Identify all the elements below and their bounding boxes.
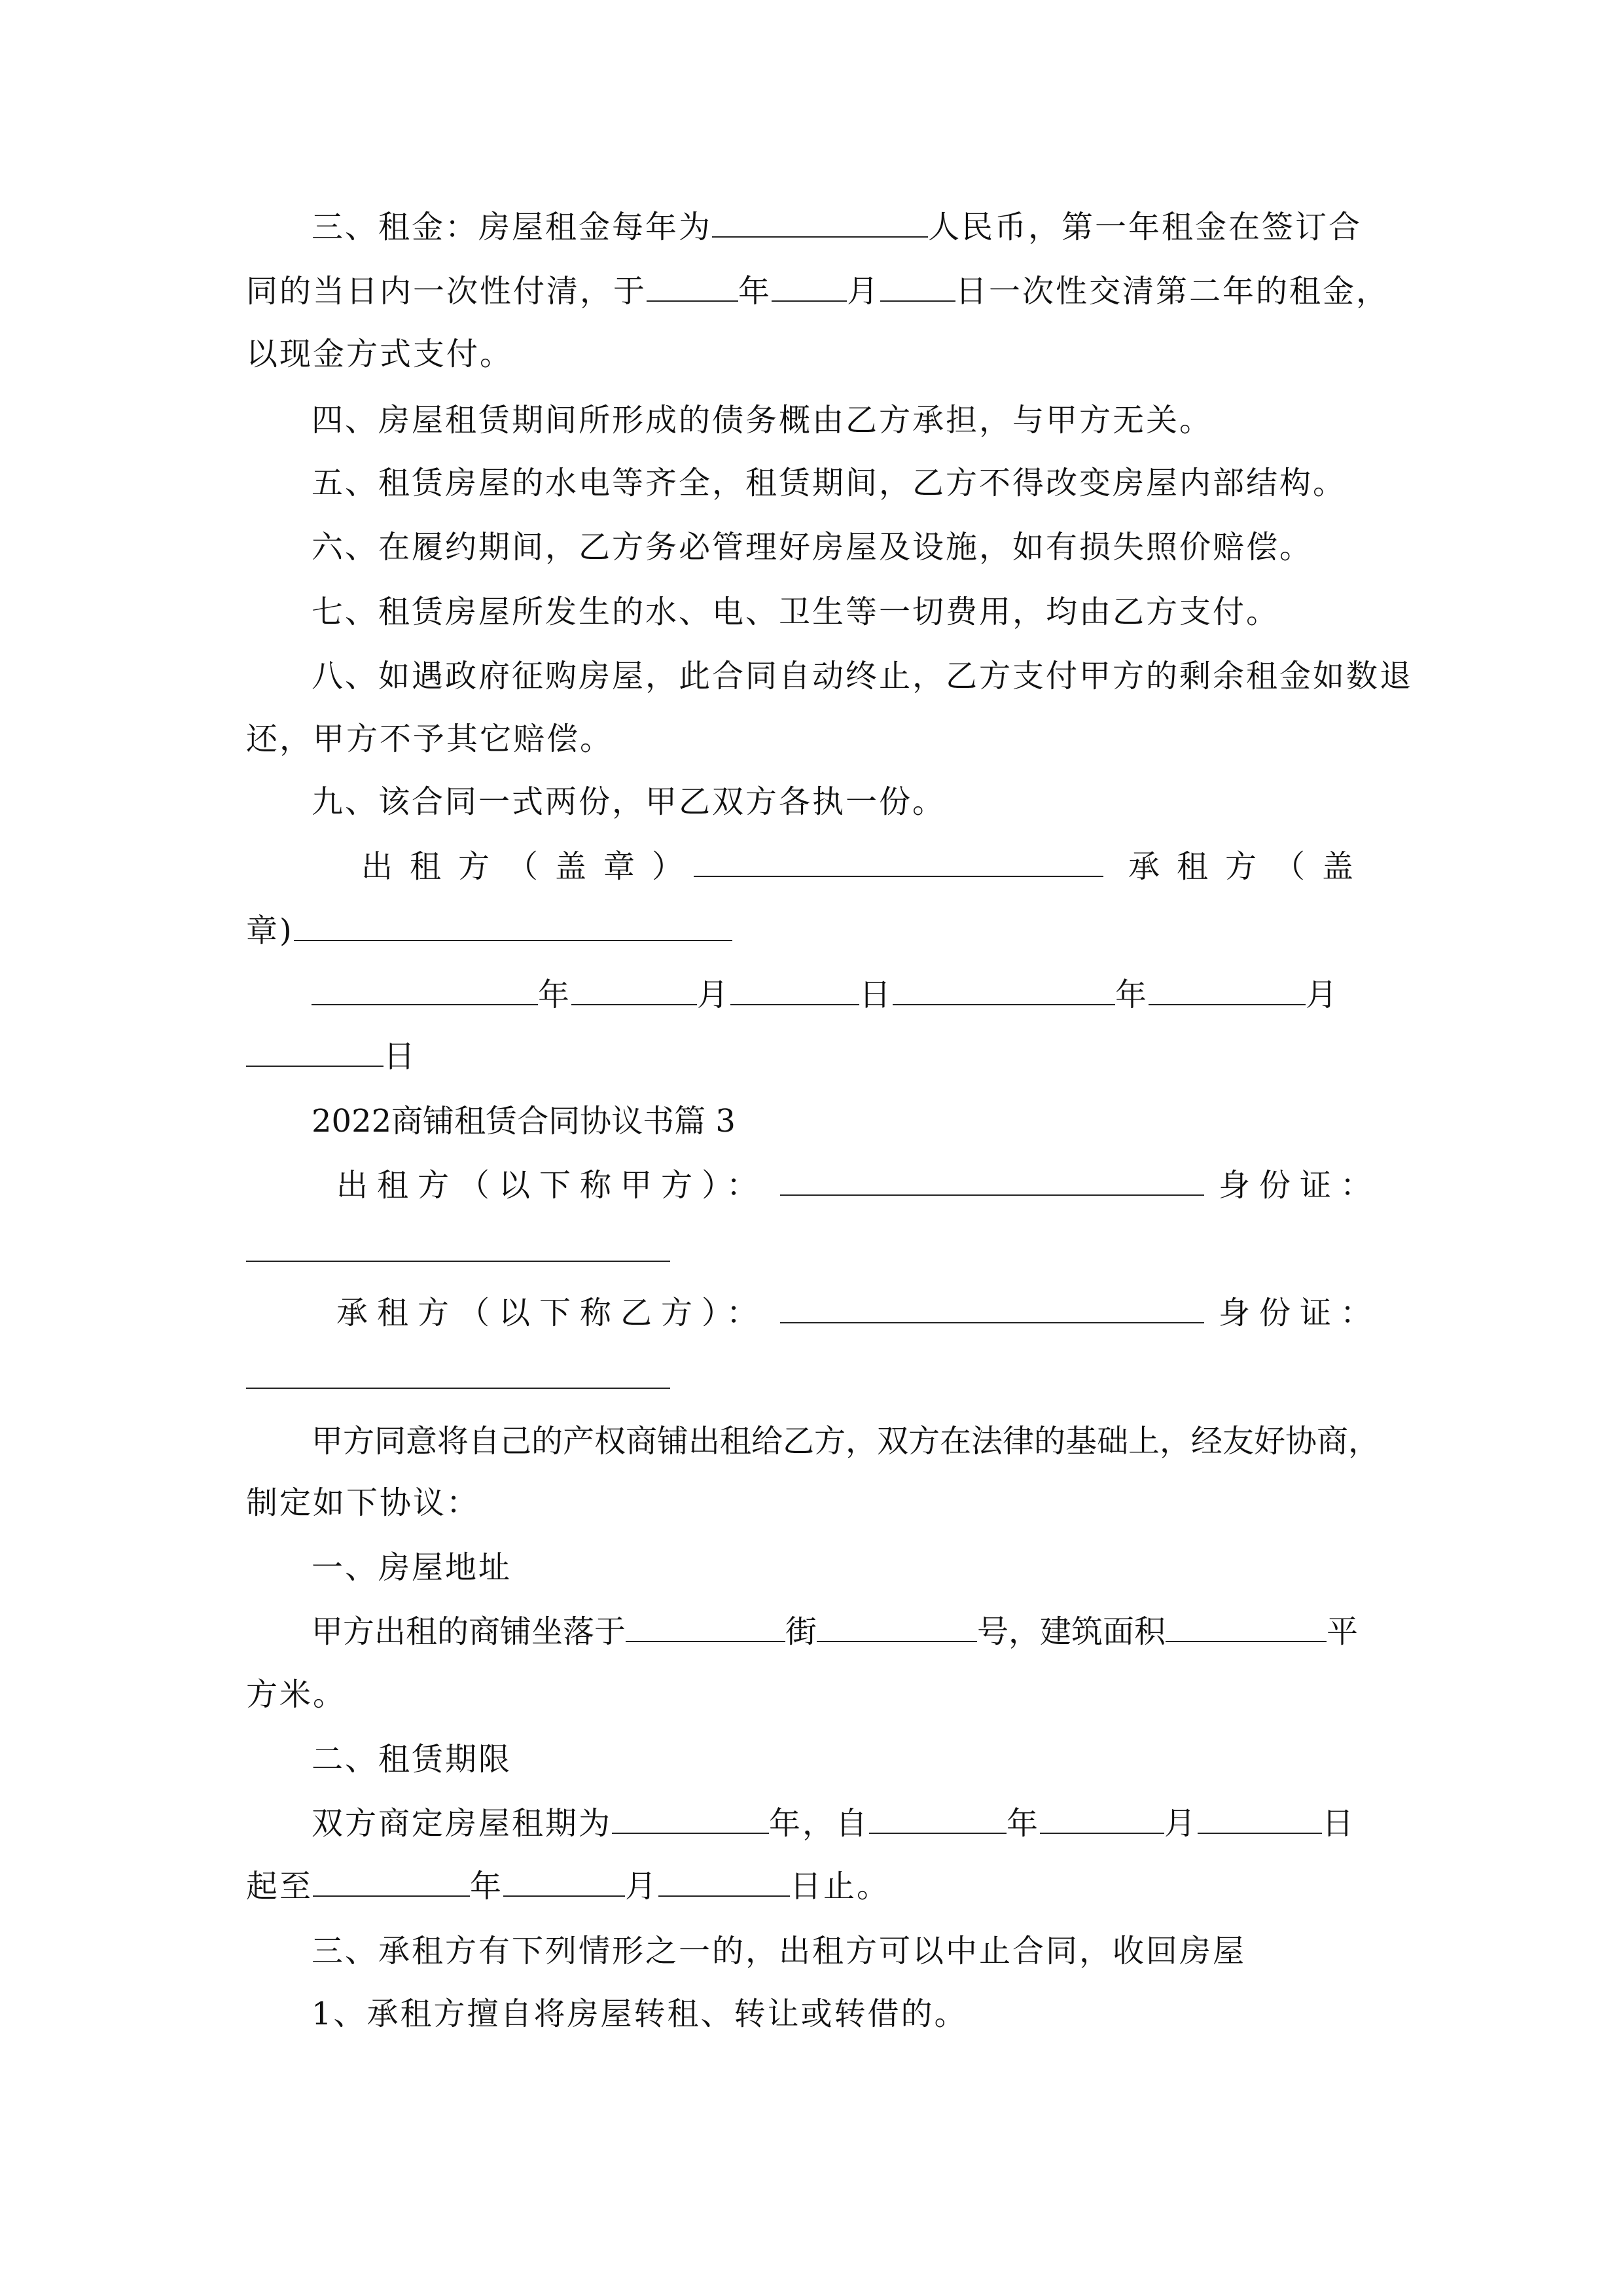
lessor-party-line [336,1166,1381,1205]
text: 月 [847,273,881,310]
text: 同的当日内一次性付清，于 [246,273,647,310]
clause-8-line1: 八、如遇政府征购房屋，此合同自动终止，乙方支付甲方的剩余租金如数退 [312,658,1414,694]
text: 章) [246,912,294,949]
text: 出租方（以下称甲方）： [336,1167,768,1204]
text: 月 [1306,977,1340,1013]
text: 双方商定房屋租期为 [312,1805,613,1842]
blank [647,272,738,302]
term-heading: 二、租赁期限 [312,1741,512,1778]
blank [313,1867,470,1897]
text: 月 [1164,1805,1198,1842]
blank [893,975,1115,1005]
termination-item-1: 1、承租方擅自将房屋转租、转让或转借的。 [312,1996,968,2032]
address-line2: 方米。 [246,1676,347,1713]
blank [772,272,847,302]
blank [612,1804,769,1834]
text: 甲方出租的商铺坐落于 [312,1613,626,1650]
blank [869,1804,1007,1834]
text: 平 [1327,1613,1359,1650]
lessee-seal-label: 承租方（盖 [1128,848,1371,885]
blank [571,975,697,1005]
signature-line [361,847,1370,886]
text: 日止。 [790,1868,891,1905]
lessor-id-blank [246,1261,670,1262]
blank [503,1867,625,1897]
text: 年 [1007,1805,1041,1842]
section-title: 2022商铺租赁合同协议书篇 3 [312,1103,736,1139]
text: 年 [738,273,772,310]
signature-line2 [246,911,732,950]
address-heading: 一、房屋地址 [312,1549,512,1586]
term-line2 [246,1867,890,1906]
text: 街 [785,1613,817,1650]
blank [312,975,538,1005]
clause-6: 六、在履约期间，乙方务必管理好房屋及设施，如有损失照价赔偿。 [312,529,1313,565]
blank [658,1867,790,1897]
clause-rent-line2 [246,272,1389,311]
address-line [312,1612,1358,1651]
text: 日 [1322,1805,1356,1842]
lessee-id-blank [246,1388,670,1389]
number-blank [817,1612,977,1642]
term-line1 [312,1804,1355,1843]
lessor-name-blank [780,1166,1204,1196]
street-blank [626,1612,785,1642]
text: 日一次性交清第二年的租金， [955,273,1390,310]
clause-7: 七、租赁房屋所发生的水、电、卫生等一切费用，均由乙方支付。 [312,594,1280,630]
blank [1149,975,1306,1005]
termination-heading: 三、承租方有下列情形之一的，出租方可以中止合同，收回房屋 [312,1933,1247,1969]
clause-rent-line3: 以现金方式支付。 [246,336,514,372]
intro-line2: 制定如下协议： [246,1484,480,1521]
clause-rent-line1 [312,207,1362,247]
blank [246,1037,383,1067]
intro-line1: 甲方同意将自己的产权商铺出租给乙方，双方在法律的基础上，经友好协商， [312,1423,1380,1460]
text: 年 [470,1868,504,1905]
blank [730,975,859,1005]
clause-4: 四、房屋租赁期间所形成的债务概由乙方承担，与甲方无关。 [312,402,1213,439]
lessor-seal-label: 出租方（盖章） [361,848,701,885]
blank [1040,1804,1164,1834]
lessor-seal-blank [694,847,1103,877]
rent-amount-blank [712,207,928,238]
text: 年，自 [769,1805,870,1842]
clause-5: 五、租赁房屋的水电等齐全，租赁期间，乙方不得改变房屋内部结构。 [312,465,1347,501]
text: 日 [383,1038,418,1075]
text: 起至 [246,1868,313,1905]
clause-9: 九、该合同一式两份，甲乙双方各执一份。 [312,783,946,820]
date-line [312,975,1339,1014]
text: 身份证： [1219,1167,1382,1204]
text: 年 [538,977,572,1013]
text: 日 [859,977,893,1013]
text: 三、租金：房屋租金每年为 [312,209,713,245]
text: 年 [1115,977,1149,1013]
blank [880,272,955,302]
lessee-party-line [336,1293,1381,1333]
lessee-name-blank [780,1293,1204,1323]
blank [1198,1804,1322,1834]
lessee-seal-blank [294,911,732,941]
area-blank [1166,1612,1327,1642]
text: 号，建筑面积 [977,1613,1166,1650]
text: 人民币，第一年租金在签订合 [928,209,1363,245]
text: 月 [697,977,731,1013]
text: 月 [625,1868,659,1905]
date-line2 [246,1037,417,1076]
text: 身份证： [1219,1295,1382,1331]
text: 承租方（以下称乙方）： [336,1295,768,1331]
clause-8-line2: 还，甲方不予其它赔偿。 [246,721,614,757]
